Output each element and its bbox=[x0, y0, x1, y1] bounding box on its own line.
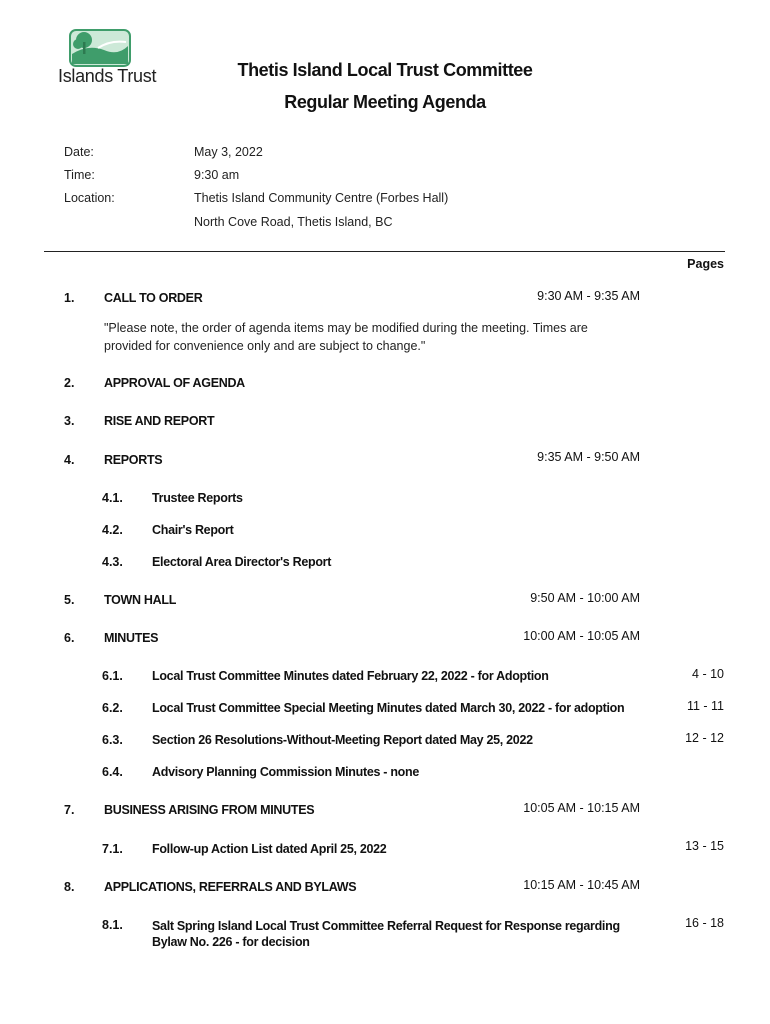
agenda-subitem-number: 6.3. bbox=[102, 733, 123, 747]
agenda-subitem-pages: 16 - 18 bbox=[685, 916, 724, 930]
agenda-subitem-title: Section 26 Resolutions-Without-Meeting Report dated May 25, 2022 bbox=[152, 733, 533, 747]
agenda-subitem-title: Local Trust Committee Minutes dated February 22, 2022 - for Adoption bbox=[152, 669, 549, 683]
page-subtitle: Regular Meeting Agenda bbox=[284, 92, 486, 112]
agenda-item-title: REPORTS bbox=[104, 453, 163, 467]
page-title: Thetis Island Local Trust Committee bbox=[237, 60, 533, 80]
agenda-subitem-title: Local Trust Committee Special Meeting Minutes dated March 30, 2022 - for adoption bbox=[152, 701, 625, 715]
agenda-item-number: 2. bbox=[64, 376, 75, 390]
agenda-item-number: 5. bbox=[64, 593, 75, 607]
agenda-item-time: 9:35 AM - 9:50 AM bbox=[537, 450, 640, 464]
agenda-item-title: BUSINESS ARISING FROM MINUTES bbox=[104, 803, 315, 817]
agenda-subitem-pages: 13 - 15 bbox=[685, 839, 724, 853]
agenda-subitem-pages: 4 - 10 bbox=[692, 667, 724, 681]
agenda-subitem-number: 4.1. bbox=[102, 491, 123, 505]
agenda-subitem-number: 6.1. bbox=[102, 669, 123, 683]
agenda-subitem-title: Advisory Planning Commission Minutes - none bbox=[152, 765, 419, 779]
agenda-subitem-title: Chair's Report bbox=[152, 523, 234, 537]
agenda-subitem-title: Trustee Reports bbox=[152, 491, 243, 505]
agenda-item-number: 7. bbox=[64, 803, 75, 817]
logo-wordmark: Islands Trust bbox=[58, 66, 157, 86]
agenda-item-title: MINUTES bbox=[104, 631, 159, 645]
agenda-item-title: TOWN HALL bbox=[104, 593, 177, 607]
agenda-item-title: RISE AND REPORT bbox=[104, 414, 215, 428]
agenda-item-time: 9:50 AM - 10:00 AM bbox=[530, 591, 640, 605]
agenda-note: "Please note, the order of agenda items may be modified during the meeting. Times are provided for convenience only and are subject to change." bbox=[104, 321, 588, 353]
agenda-item-time: 10:15 AM - 10:45 AM bbox=[523, 878, 640, 892]
date-value: May 3, 2022 bbox=[194, 145, 263, 159]
agenda-subitem-pages: 12 - 12 bbox=[685, 731, 724, 745]
agenda-item-time: 10:00 AM - 10:05 AM bbox=[523, 629, 640, 643]
agenda-item-number: 6. bbox=[64, 631, 75, 645]
agenda-subitem-title: Salt Spring Island Local Trust Committee Referral Request for Response regarding Bylaw No. 226 - for decision bbox=[152, 919, 620, 949]
agenda-subitem-number: 4.3. bbox=[102, 555, 123, 569]
agenda-item-number: 4. bbox=[64, 453, 75, 467]
agenda-item-title: CALL TO ORDER bbox=[104, 291, 203, 305]
location-label: Location: bbox=[64, 191, 115, 205]
agenda-subitem-number: 7.1. bbox=[102, 842, 123, 856]
agenda-subitem-title: Electoral Area Director's Report bbox=[152, 555, 332, 569]
location-value-line1: Thetis Island Community Centre (Forbes Hall) bbox=[194, 191, 449, 205]
agenda-item-time: 9:30 AM - 9:35 AM bbox=[537, 289, 640, 303]
agenda-subitem-number: 6.4. bbox=[102, 765, 123, 779]
agenda-item-number: 3. bbox=[64, 414, 75, 428]
agenda-item-title: APPLICATIONS, REFERRALS AND BYLAWS bbox=[104, 880, 357, 894]
agenda-subitem-pages: 11 - 11 bbox=[686, 699, 724, 713]
location-value-line2: North Cove Road, Thetis Island, BC bbox=[194, 215, 393, 229]
agenda-subitem-number: 8.1. bbox=[102, 918, 123, 932]
agenda-item-number: 8. bbox=[64, 880, 75, 894]
agenda-item-title: APPROVAL OF AGENDA bbox=[104, 376, 245, 390]
agenda-item-number: 1. bbox=[64, 291, 75, 305]
time-value: 9:30 am bbox=[194, 168, 240, 182]
agenda-subitem-number: 4.2. bbox=[102, 523, 123, 537]
agenda-subitem-number: 6.2. bbox=[102, 701, 123, 715]
divider bbox=[44, 251, 725, 252]
pages-column-heading: Pages bbox=[687, 257, 724, 271]
time-label: Time: bbox=[64, 168, 95, 182]
agenda-subitem-title: Follow-up Action List dated April 25, 2022 bbox=[152, 842, 387, 856]
date-label: Date: bbox=[64, 145, 94, 159]
agenda-item-time: 10:05 AM - 10:15 AM bbox=[523, 801, 640, 815]
